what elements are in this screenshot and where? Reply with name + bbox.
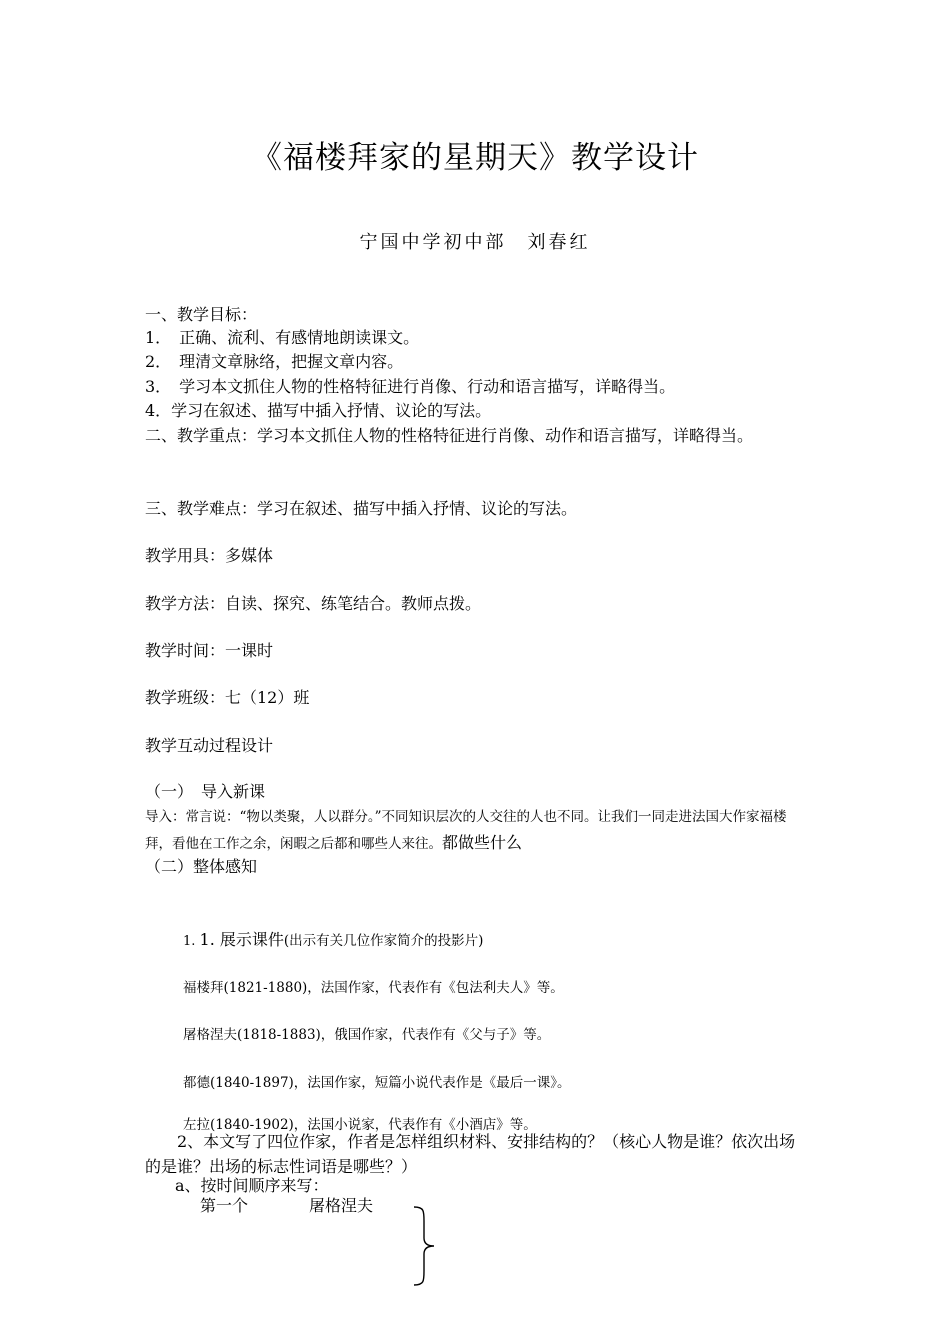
courseware-label: 1. 展示课件 [199,930,284,949]
teaching-tools: 教学用具：多媒体 [145,546,274,565]
goal-item-3: 3． 学习本文抓住人物的性格特征进行肖像、行动和语言描写，详略得当。 [145,377,676,396]
goal-item-1: 1． 正确、流利、有感情地朗读课文。 [145,328,420,347]
document-title: 《福楼拜家的星期天》教学设计 [251,140,699,176]
section1-heading: （一） 导入新课 [145,782,266,801]
difficulty: 三、教学难点：学习在叙述、描写中插入抒情、议论的写法。 [145,499,578,518]
author-entry-flaubert: 福楼拜(1821-1880)，法国作家，代表作有《包法利夫人》等。 [183,980,564,996]
courseware-note: (出示有关几位作家简介的投影片) [283,933,484,949]
key-point: 二、教学重点：学习本文抓住人物的性格特征进行肖像、动作和语言描写，详略得当。 [145,426,754,445]
process-heading: 教学互动过程设计 [145,736,274,755]
goal-item-2: 2． 理清文章脉络，把握文章内容。 [145,352,404,371]
author-entry-zola: 左拉(1840-1902)，法国小说家，代表作有《小酒店》等。 [183,1117,537,1133]
goal-item-4: 4．学习在叙述、描写中插入抒情、议论的写法。 [145,401,492,420]
structure-question: 2、本文写了四位作家，作者是怎样组织材料、安排结构的？（核心人物是谁？依次出场的是谁？出场的标志性词语是哪些？） [145,1132,796,1176]
intro-tail: 都做些什么 [442,833,523,852]
courseware-item [183,928,483,954]
teaching-class: 教学班级：七（12）班 [145,688,310,707]
document-author: 宁国中学初中部 刘春红 [359,232,591,253]
section1-intro [145,804,810,857]
goals-heading: 一、教学目标： [145,305,258,324]
author-entry-daudet: 都德(1840-1897)，法国作家，短篇小说代表作是《最后一课》。 [183,1075,571,1091]
intro-text: 导入：常言说：“物以类聚，人以群分。”不同知识层次的人交往的人也不同。让我们一同走进法国大作家福楼拜，看他在工作之余，闲暇之后都和哪些人来往。 [145,809,787,852]
section2-heading: （二）整体感知 [145,857,258,876]
sub-point-a: a、按时间顺序来写： [175,1176,329,1195]
teaching-methods: 教学方法：自读、探究、练笔结合。教师点拨。 [145,594,482,613]
courseware-label-num: 1. [183,934,200,949]
row-first-name: 屠格涅夫 [309,1196,374,1215]
author-entry-turgenev: 屠格涅夫(1818-1883)，俄国作家，代表作有《父与子》等。 [183,1027,551,1043]
right-brace-icon [412,1205,442,1287]
row-first-label: 第一个 [200,1196,249,1215]
teaching-time: 教学时间：一课时 [145,641,274,660]
